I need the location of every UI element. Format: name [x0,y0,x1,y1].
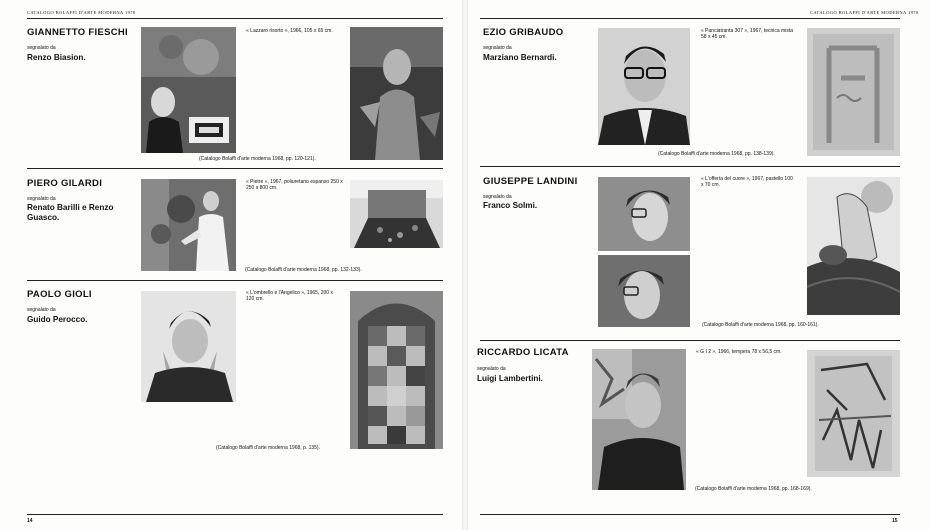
artwork-image [807,350,900,477]
artwork-photo [350,27,443,160]
source-reference: (Catalogo Bolaffi d'arte moderna 1968, pp. 160-161). [702,322,819,328]
reporter-name: Luigi Lambertini. [477,374,543,383]
artwork-caption: « G I 2 », 1966, tempera 78 x 56,5 cm. [696,349,782,355]
reporter-name: Marziano Bernardi. [483,53,557,62]
portrait-image [141,291,236,402]
section-rule [480,340,900,341]
section-rule [27,168,443,169]
reported-label: segnalato da [27,45,56,51]
artwork-caption: « Pietre », 1967, poliuretano espanso 250 x 250 x 800 cm. [246,179,343,191]
artist-name: GIUSEPPE LANDINI [483,176,578,187]
artist-portrait-photo [141,179,236,271]
artwork-image [350,291,443,449]
reported-label: segnalato da [483,194,512,200]
artwork-photo [807,28,900,156]
running-head: CATALOGO BOLAFFI D'ARTE MODERNA 1970 [810,10,919,15]
source-reference: (Catalogo Bolaffi d'arte moderna 1968, p. 135). [216,445,320,451]
artwork-photo [807,177,900,315]
artwork-image [350,180,443,248]
artist-portrait-photo [141,291,236,402]
reported-label: segnalato da [483,45,512,51]
portrait-image [141,179,236,271]
footer-rule [480,514,900,515]
section-rule [27,280,443,281]
reported-label: segnalato da [477,366,506,372]
reported-label: segnalato da [27,196,56,202]
artwork-caption: « L'ombrello e l'Angelico », 1965, 200 x 120 cm. [246,290,333,302]
artwork-caption: « Lazzaro risorto », 1966, 105 x 65 cm. [246,28,333,34]
reporter-name: Renzo Biasion. [27,53,86,62]
artist-portrait-photo [141,27,236,153]
artwork-image [807,177,900,315]
artist-portrait-photo [598,177,690,327]
section-rule [480,166,900,167]
page-number: 15 [892,518,898,524]
artwork-image [350,27,443,160]
left-page [0,0,462,530]
reporter-name: Renato Barilli e Renzo Guasco. [27,203,114,222]
source-reference: (Catalogo Bolaffi d'arte moderna 1968, pp. 138-139). [658,151,775,157]
running-head: CATALOGO BOLAFFI D'ARTE MODERNA 1970 [27,10,136,15]
artist-name: PIERO GILARDI [27,178,103,189]
right-page [468,0,930,530]
artwork-image [807,28,900,156]
portrait-image [598,28,690,145]
artist-name: PAOLO GIOLI [27,289,92,300]
source-reference: (Catalogo Bolaffi d'arte moderna 1968, pp. 120-121). [199,156,316,162]
artwork-photo [350,291,443,449]
source-reference: (Catalogo Bolaffi d'arte moderna 1968, pp. 168-169). [695,486,812,492]
artwork-caption: « L'offerta del cuore », 1967, pastello 100 x 70 cm. [701,176,793,188]
reporter-name: Franco Solmi. [483,201,538,210]
artwork-photo [350,180,443,248]
artwork-photo [807,350,900,477]
page-number: 14 [27,518,33,524]
source-reference: (Catalogo Bolaffi d'arte moderna 1968, pp. 132-133). [245,267,362,273]
artist-name: EZIO GRIBAUDO [483,27,564,38]
artist-portrait-photo [592,349,686,490]
footer-rule [27,514,443,515]
artist-name: GIANNETTO FIESCHI [27,27,128,38]
reported-label: segnalato da [27,307,56,313]
portrait-image [598,177,690,327]
reporter-name: Guido Perocco. [27,315,88,324]
artwork-caption: « Panciatranta 307 », 1967, tecnica mista 58 x 45 cm. [701,28,794,40]
artist-name: RICCARDO LICATA [477,347,569,358]
portrait-image [592,349,686,490]
header-rule [27,18,443,19]
header-rule [480,18,900,19]
artist-portrait-photo [598,28,690,145]
portrait-image [141,27,236,153]
